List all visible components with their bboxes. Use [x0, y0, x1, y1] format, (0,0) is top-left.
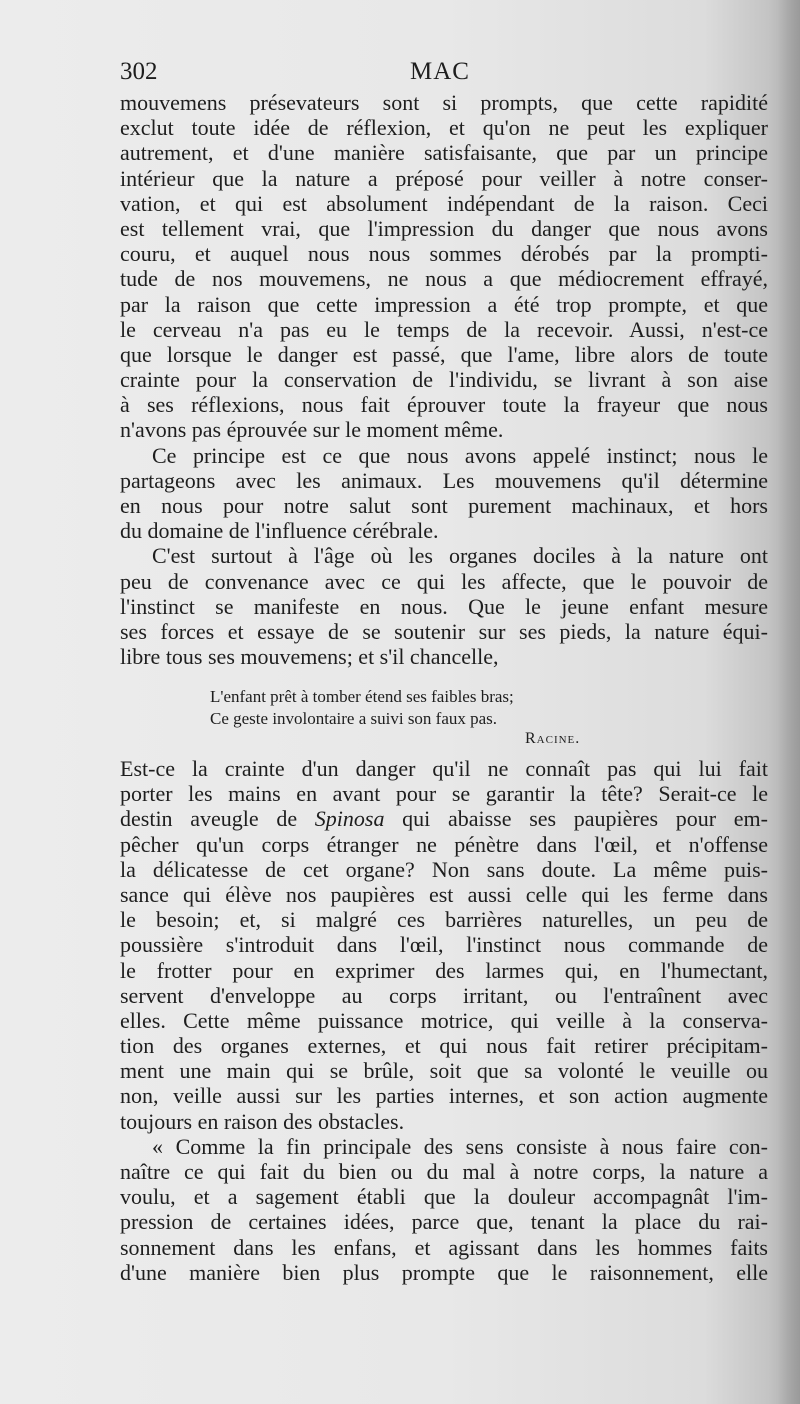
- verse-line: L'enfant prêt à tomber étend ses faibles bras;: [210, 687, 514, 706]
- text-line: libre tous ses mouvemens; et s'il chancelle,: [120, 644, 499, 670]
- text-line: ment une main qui se brûle, soit que sa volonté le veuille ou: [120, 1058, 768, 1084]
- text-line: le besoin; et, si malgré ces barrières naturelles, un peu de: [120, 907, 768, 933]
- text-line: ses forces et essaye de se soutenir sur ses pieds, la nature équi-: [120, 618, 768, 644]
- verse-quotation: [210, 686, 610, 730]
- body-text-upper: [120, 90, 768, 669]
- page-header: [120, 58, 680, 88]
- text-line: non, veille aussi sur les parties internes, et son action augmente: [120, 1083, 768, 1109]
- text-line: pêcher qu'un corps étranger ne pénètre dans l'œil, et n'offense: [120, 831, 768, 857]
- text-line: n'avons pas éprouvée sur le moment même.: [120, 417, 504, 443]
- text-line: par la raison que cette impression a été trop prompte, et que: [120, 291, 768, 317]
- text-line: Ce principe est ce que nous avons appelé instinct; nous le: [152, 442, 768, 468]
- page-gutter-shadow: [778, 0, 800, 1404]
- text-line: sance qui élève nos paupières est aussi celle qui les ferme dans: [120, 881, 768, 907]
- verse-line: Ce geste involontaire a suivi son faux pas.: [210, 709, 498, 728]
- text-line: le cerveau n'a pas eu le temps de la recevoir. Aussi, n'est-ce: [120, 316, 768, 342]
- text-line: porter les mains en avant pour se garantir la tête? Serait-ce le: [120, 781, 768, 807]
- text-line: que lorsque le danger est passé, que l'ame, libre alors de toute: [120, 341, 768, 367]
- running-head: MAC: [410, 58, 470, 85]
- text-line: sonnement dans les enfans, et agissant dans les hommes faits: [120, 1234, 768, 1260]
- text-line: toujours en raison des obstacles.: [120, 1108, 405, 1134]
- text-line: est tellement vrai, que l'impression du danger que nous avons: [120, 215, 768, 241]
- text-line: l'instinct se manifeste en nous. Que le jeune enfant mesure: [120, 593, 768, 619]
- text-line: d'une manière bien plus prompte que le raisonnement, elle: [120, 1259, 768, 1285]
- body-text-lower: [120, 756, 768, 1285]
- text-line: mouvemens présevateurs sont si prompts, que cette rapidité: [120, 90, 768, 115]
- text-line: poussière s'introduit dans l'œil, l'instinct nous commande de: [120, 932, 768, 958]
- text-line: crainte pour la conservation de l'individu, se livrant à son aise: [120, 367, 768, 393]
- text-line: naître ce qui fait du bien ou du mal à notre corps, la nature a: [120, 1159, 768, 1184]
- text-line: à ses réflexions, nous fait éprouver toute la frayeur que nous: [120, 392, 768, 418]
- text-line: vation, et qui est absolument indépendant de la raison. Ceci: [120, 190, 768, 216]
- text-line: partageons avec les animaux. Les mouvemens qu'il détermine: [120, 467, 768, 493]
- text-line: tude de nos mouvemens, ne nous a que médiocrement effrayé,: [120, 266, 768, 292]
- text-line: couru, et auquel nous nous sommes dérobés par la prompti-: [120, 241, 768, 267]
- text-line: Est-ce la crainte d'un danger qu'il ne connaît pas qui lui fait: [120, 756, 768, 781]
- text-line: elles. Cette même puissance motrice, qui veille à la conserva-: [120, 1007, 768, 1033]
- text-line: destin aveugle de Spinosa qui abaisse ses paupières pour em-: [120, 806, 768, 832]
- text-line: servent d'enveloppe au corps irritant, ou l'entraînent avec: [120, 982, 768, 1008]
- text-line: voulu, et a sagement établi que la douleur accompagnât l'im-: [120, 1184, 768, 1210]
- text-line: intérieur que la nature a préposé pour veiller à notre conser-: [120, 165, 768, 191]
- text-line: peu de convenance avec ce qui les affecte, que le pouvoir de: [120, 568, 768, 594]
- page-number: 302: [120, 58, 158, 85]
- text-line: exclut toute idée de réflexion, et qu'on ne peut les expliquer: [120, 115, 768, 141]
- verse-attribution: Racine.: [525, 730, 581, 747]
- text-line: en nous pour notre salut sont purement machinaux, et hors: [120, 493, 768, 518]
- text-line: du domaine de l'influence cérébrale.: [120, 518, 439, 544]
- text-line: la délicatesse de cet organe? Non sans doute. La même puis-: [120, 856, 768, 882]
- text-line: pression de certaines idées, parce que, tenant la place du rai-: [120, 1209, 768, 1235]
- text-line: le frotter pour en exprimer des larmes qui, en l'humectant,: [120, 957, 768, 983]
- text-line: tion des organes externes, et qui nous fait retirer précipitam-: [120, 1033, 768, 1059]
- text-line: C'est surtout à l'âge où les organes dociles à la nature ont: [152, 543, 768, 569]
- italic-name: Spinosa: [314, 806, 385, 832]
- text-line: « Comme la fin principale des sens consiste à nous faire con-: [152, 1133, 768, 1159]
- text-line: autrement, et d'une manière satisfaisante, que par un principe: [120, 140, 768, 166]
